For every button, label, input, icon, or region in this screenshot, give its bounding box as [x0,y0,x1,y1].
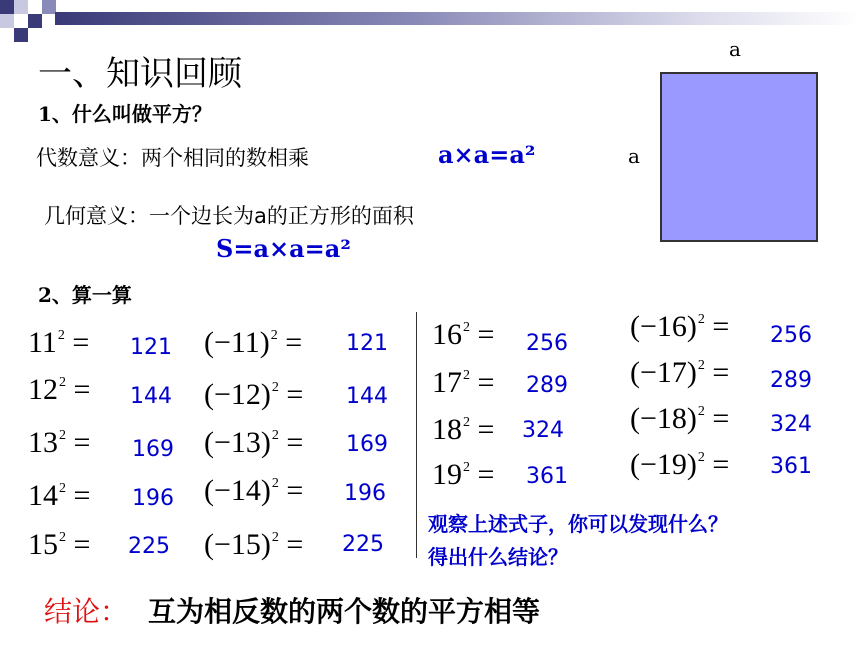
calc-col2-row4: $(-14)^2$ = [204,474,304,507]
calc-col2-row5: $(-15)^2$ = [204,528,304,561]
calc-col3-row3: $18^2$ = [432,413,495,446]
calc-col4-row4: $(-19)^2$ = [630,448,730,481]
calc-col3-row1: $16^2$ = [432,318,495,351]
calc-col1-row1: $11^2$ = [28,326,90,359]
calc-col1-ans3: 169 [132,437,174,462]
square-top-label: a [729,37,741,61]
calc-col1-row4: $14^2$ = [28,479,91,512]
algebra-formula: a×a=a² [438,140,536,169]
calc-col4-ans3: 324 [770,412,812,437]
calc-col1-row5: $15^2$ = [28,528,91,561]
conclusion-text: 互为相反数的两个数的平方相等 [148,595,541,628]
page-title: 一、知识回顾 [38,54,242,94]
geometry-formula: S=a×a=a² [216,234,351,263]
conclusion-label: 结论： [44,595,129,628]
calc-col4-ans2: 289 [770,368,812,393]
corner-square-4 [28,14,42,28]
calc-col4-row2: $(-17)^2$ = [630,356,730,389]
column-divider [416,312,417,558]
corner-square-3 [0,14,14,28]
q2-heading: 2、算一算 [38,283,132,307]
calc-col4-ans4: 361 [770,454,812,479]
calc-col2-row3: $(-13)^2$ = [204,426,304,459]
corner-square-1 [0,0,14,14]
calc-col1-row3: $13^2$ = [28,426,91,459]
calc-col4-ans1: 256 [770,323,812,348]
square-figure [660,72,818,242]
calc-col3-row4: $19^2$ = [432,458,495,491]
header-band [55,12,860,25]
calc-col4-row1: $(-16)^2$ = [630,310,730,343]
calc-col2-row2: $(-12)^2$ = [204,378,304,411]
geometry-label: 几何意义：一个边长为a的正方形的面积 [44,204,414,228]
calc-col4-row3: $(-18)^2$ = [630,402,730,435]
calc-col2-ans5: 225 [342,532,384,557]
observe-line2: 得出什么结论？ [428,545,568,569]
calc-col2-ans3: 169 [346,432,388,457]
observe-line1: 观察上述式子，你可以发现什么？ [428,512,728,536]
calc-col1-ans1: 121 [130,335,172,360]
calc-col1-ans5: 225 [128,534,170,559]
algebra-label: 代数意义：两个相同的数相乘 [36,146,309,170]
calc-col3-ans3: 324 [522,418,564,443]
calc-col3-ans4: 361 [526,464,568,489]
calc-col1-ans4: 196 [132,486,174,511]
calc-col2-ans1: 121 [346,331,388,356]
corner-square-6 [42,0,56,14]
calc-col3-ans2: 289 [526,373,568,398]
corner-square-5 [14,28,28,42]
calc-col1-row2: $12^2$ = [28,373,91,406]
calc-col3-ans1: 256 [526,331,568,356]
q1-heading: 1、什么叫做平方？ [38,102,212,126]
calc-col2-ans4: 196 [344,481,386,506]
corner-square-2 [14,0,28,14]
calc-col3-row2: $17^2$ = [432,366,495,399]
calc-col2-ans2: 144 [346,384,388,409]
square-side-label: a [628,144,640,168]
calc-col1-ans2: 144 [130,384,172,409]
calc-col2-row1: $(-11)^2$ = [204,326,303,359]
